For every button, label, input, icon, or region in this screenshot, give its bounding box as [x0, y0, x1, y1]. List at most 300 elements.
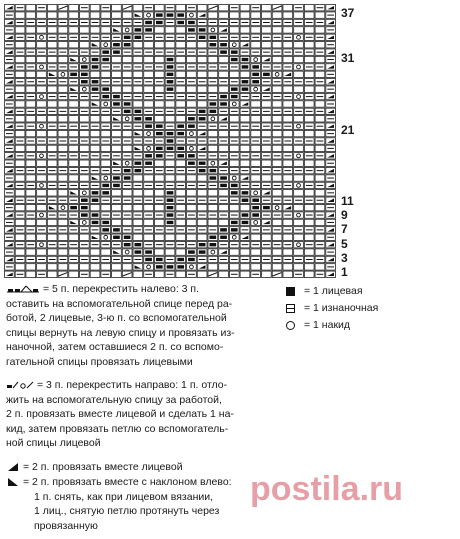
legend-item — [282, 317, 378, 334]
chart-cell — [315, 42, 325, 48]
chart-cell — [112, 204, 122, 210]
chart-cell — [283, 249, 293, 255]
chart-cell — [304, 271, 314, 277]
legend-line: жить на вспомогательную спицу за работой, — [6, 393, 222, 406]
chart-cell — [219, 264, 229, 270]
chart-cell — [326, 93, 336, 99]
chart-cell — [272, 190, 282, 196]
knit-mark — [124, 102, 131, 105]
chart-cell — [37, 42, 47, 48]
knit-mark — [135, 117, 142, 120]
chart-cell — [90, 71, 100, 77]
knit-mark — [263, 73, 270, 76]
chart-cell — [272, 56, 282, 62]
chart-cell — [144, 175, 154, 181]
legend-basic — [282, 283, 378, 334]
chart-cell — [240, 71, 250, 77]
chart-cell — [101, 264, 111, 270]
knit-mark — [156, 147, 163, 150]
chart-cell — [47, 5, 57, 11]
chart-cell — [283, 271, 293, 277]
chart-cell — [187, 71, 197, 77]
legend-line: 2 п. провязать вместе лицевой и сделать 1 на- — [6, 408, 234, 420]
knit-mark — [177, 265, 184, 268]
chart-cell — [165, 160, 175, 166]
chart-cell — [176, 204, 186, 210]
knit-mark — [199, 36, 206, 39]
knit-mark — [209, 176, 216, 179]
chart-cell — [326, 49, 336, 55]
chart-cell — [133, 271, 143, 277]
chart-cell — [69, 12, 79, 18]
chart-cell — [240, 12, 250, 18]
knit-mark — [188, 124, 195, 127]
chart-cell — [112, 27, 122, 33]
chart-cell — [133, 145, 143, 151]
chart-cell — [176, 175, 186, 181]
chart-cell — [251, 175, 261, 181]
chart-cell — [69, 145, 79, 151]
chart-cell — [304, 42, 314, 48]
legend-line: наночной, затем оставшиеся 2 п. со вспомо- — [6, 341, 224, 353]
knit-mark — [242, 221, 249, 224]
chart-cell — [272, 264, 282, 270]
knit-mark — [167, 87, 174, 90]
chart-cell — [133, 56, 143, 62]
knit-mark — [188, 154, 195, 157]
chart-cell — [197, 219, 207, 225]
row-number: 21 — [341, 123, 355, 137]
chart-cell — [304, 71, 314, 77]
chart-cell — [58, 27, 68, 33]
knit-mark — [231, 87, 238, 90]
knit-mark — [113, 176, 120, 179]
knit-mark — [92, 213, 99, 216]
knit-mark — [252, 73, 259, 76]
knit-mark — [220, 176, 227, 179]
chart-cell — [294, 42, 304, 48]
chart-cell — [15, 56, 25, 62]
chart-cell — [326, 153, 336, 159]
chart-cell — [154, 101, 164, 107]
chart-cell — [304, 27, 314, 33]
chart-cell — [26, 42, 36, 48]
chart-cell — [47, 160, 57, 166]
chart-cell — [304, 190, 314, 196]
chart-cell — [272, 160, 282, 166]
knit-mark — [231, 221, 238, 224]
knit-mark — [167, 73, 174, 76]
knit-mark — [113, 184, 120, 187]
chart-cell — [326, 123, 336, 129]
chart-cell — [283, 130, 293, 136]
chart-cell — [283, 234, 293, 240]
chart-cell — [326, 182, 336, 188]
chart-cell — [37, 264, 47, 270]
chart-cell — [154, 160, 164, 166]
chart-cell — [47, 27, 57, 33]
chart-cell — [144, 101, 154, 107]
cross-right-3-icon — [6, 380, 34, 390]
chart-cell — [262, 42, 272, 48]
legend-ssk — [6, 475, 276, 533]
chart-cell — [154, 190, 164, 196]
knit-mark — [81, 206, 88, 209]
chart-cell — [294, 204, 304, 210]
chart-cell — [154, 42, 164, 48]
chart-cell — [133, 101, 143, 107]
chart-cell — [26, 219, 36, 225]
chart-cell — [272, 234, 282, 240]
chart-cell — [197, 56, 207, 62]
chart-cell — [165, 27, 175, 33]
chart-cell — [251, 116, 261, 122]
knit-mark — [102, 221, 109, 224]
knit-mark — [209, 110, 216, 113]
knit-mark — [242, 87, 249, 90]
chart-cell — [315, 145, 325, 151]
chart-cell — [304, 101, 314, 107]
chart-cell — [37, 175, 47, 181]
knit-mark — [81, 73, 88, 76]
knit-mark — [188, 250, 195, 253]
chart-cell — [26, 145, 36, 151]
chart-cell — [47, 56, 57, 62]
knit-mark — [263, 206, 270, 209]
chart-cell — [315, 234, 325, 240]
chart-cell — [326, 197, 336, 203]
knit-mark — [113, 95, 120, 98]
legend-line: спицы вернуть на левую спицу и провязать из- — [6, 326, 235, 339]
chart-cell — [187, 234, 197, 240]
chart-cell — [101, 130, 111, 136]
chart-cell — [90, 116, 100, 122]
chart-cell — [122, 130, 132, 136]
chart-cell — [144, 86, 154, 92]
chart-cell — [251, 42, 261, 48]
knit-mark — [113, 43, 120, 46]
chart-cell — [15, 219, 25, 225]
chart-cell — [187, 204, 197, 210]
knit-mark — [113, 102, 120, 105]
chart-cell — [47, 190, 57, 196]
chart-cell — [101, 27, 111, 33]
chart-cell — [283, 12, 293, 18]
chart-cell — [101, 116, 111, 122]
chart-cell — [229, 116, 239, 122]
knit-mark — [167, 80, 174, 83]
chart-cell — [15, 175, 25, 181]
knit-mark — [70, 73, 77, 76]
knit-mark — [209, 43, 216, 46]
chart-cell — [37, 116, 47, 122]
chart-cell — [283, 101, 293, 107]
knit-mark — [113, 236, 120, 239]
chart-cell — [262, 249, 272, 255]
knit-mark — [92, 191, 99, 194]
chart-cell — [219, 160, 229, 166]
chart-cell — [315, 12, 325, 18]
chart-cell — [251, 130, 261, 136]
chart-cell — [26, 56, 36, 62]
chart-cell — [208, 219, 218, 225]
chart-cell — [208, 86, 218, 92]
chart-cell — [37, 27, 47, 33]
chart-cell — [240, 42, 250, 48]
chart-cell — [133, 12, 143, 18]
chart-cell — [262, 264, 272, 270]
knit-mark — [231, 95, 238, 98]
chart-cell — [272, 145, 282, 151]
chart-cell — [15, 101, 25, 107]
knit-mark — [102, 50, 109, 53]
chart-cell — [15, 234, 25, 240]
chart-cell — [58, 116, 68, 122]
chart-cell — [112, 130, 122, 136]
knit-mark — [92, 87, 99, 90]
chart-cell — [219, 145, 229, 151]
knit-mark — [145, 28, 152, 31]
knit-mark — [156, 132, 163, 135]
chart-cell — [197, 86, 207, 92]
chart-cell — [326, 64, 336, 70]
chart-cell — [197, 271, 207, 277]
chart-cell — [294, 175, 304, 181]
row-number: 11 — [341, 194, 354, 208]
chart-cell — [304, 5, 314, 11]
chart-cell — [219, 56, 229, 62]
chart-cell — [262, 5, 272, 11]
chart-cell — [294, 71, 304, 77]
chart-cell — [122, 264, 132, 270]
chart-cell — [240, 145, 250, 151]
chart-cell — [272, 175, 282, 181]
chart-cell — [37, 86, 47, 92]
chart-cell — [47, 42, 57, 48]
knit-mark — [167, 199, 174, 202]
chart-cell — [37, 249, 47, 255]
chart-cell — [208, 204, 218, 210]
chart-cell — [90, 145, 100, 151]
chart-cell — [69, 86, 79, 92]
chart-cell — [304, 145, 314, 151]
chart-cell — [90, 27, 100, 33]
chart-cell — [58, 190, 68, 196]
chart-cell — [304, 264, 314, 270]
knit-mark — [167, 65, 174, 68]
knit-mark — [199, 110, 206, 113]
chart-cell — [197, 204, 207, 210]
chart-cell — [304, 234, 314, 240]
knit-mark — [113, 50, 120, 53]
chart-cell — [90, 5, 100, 11]
chart-cell — [283, 175, 293, 181]
chart-cell — [37, 219, 47, 225]
chart-cell — [101, 204, 111, 210]
chart-cell — [26, 160, 36, 166]
knit-mark — [220, 184, 227, 187]
chart-cell — [187, 190, 197, 196]
chart-cell — [229, 160, 239, 166]
chart-cell — [15, 145, 25, 151]
row-number: 5 — [341, 237, 348, 251]
chart-cell — [294, 264, 304, 270]
chart-cell — [240, 271, 250, 277]
knit-mark — [81, 213, 88, 216]
chart-cell — [90, 12, 100, 18]
chart-cell — [219, 71, 229, 77]
chart-cell — [37, 101, 47, 107]
knit-mark — [167, 221, 174, 224]
chart-cell — [283, 190, 293, 196]
legend-label: = 5 п. перекрестить налево: 3 п. — [43, 283, 200, 295]
chart-cell — [26, 86, 36, 92]
chart-cell — [15, 160, 25, 166]
chart-cell — [262, 86, 272, 92]
chart-cell — [262, 130, 272, 136]
chart-cell — [112, 56, 122, 62]
chart-cell — [122, 12, 132, 18]
chart-cell — [112, 271, 122, 277]
chart-cell — [229, 71, 239, 77]
chart-cell — [133, 42, 143, 48]
chart-cell — [294, 27, 304, 33]
chart-cell — [219, 12, 229, 18]
chart-cell — [272, 86, 282, 92]
ssk-icon — [6, 477, 20, 487]
chart-cell — [154, 271, 164, 277]
knit-mark — [252, 80, 259, 83]
yarn-over-icon — [286, 321, 295, 330]
chart-cell — [176, 101, 186, 107]
chart-cell — [197, 175, 207, 181]
chart-cell — [304, 175, 314, 181]
chart-cell — [251, 264, 261, 270]
chart-cell — [112, 71, 122, 77]
chart-cell — [47, 271, 57, 277]
chart-cell — [154, 249, 164, 255]
chart-cell — [176, 249, 186, 255]
chart-cell — [58, 86, 68, 92]
knit-mark — [252, 199, 259, 202]
chart-cell — [326, 5, 336, 11]
chart-cell — [79, 145, 89, 151]
chart-cell — [69, 271, 79, 277]
knit-mark — [81, 199, 88, 202]
chart-cell — [187, 86, 197, 92]
chart-cell — [294, 12, 304, 18]
chart-cell — [229, 204, 239, 210]
chart-cell — [79, 12, 89, 18]
chart-cell — [90, 130, 100, 136]
knit-mark — [220, 236, 227, 239]
chart-cell — [187, 219, 197, 225]
chart-cell — [58, 145, 68, 151]
chart-cell — [187, 42, 197, 48]
chart-cell — [315, 175, 325, 181]
knit-mark — [156, 21, 163, 24]
row-number: 7 — [341, 222, 348, 236]
chart-cell — [283, 27, 293, 33]
knit-mark — [231, 191, 238, 194]
knit-mark — [242, 80, 249, 83]
knit-mark — [102, 87, 109, 90]
chart-cell — [176, 56, 186, 62]
chart-cell — [133, 175, 143, 181]
chart-cell — [144, 234, 154, 240]
knit-mark — [135, 36, 142, 39]
legend-line: 1 п. снять, как при лицевом вязании, — [34, 490, 214, 503]
chart-cell — [251, 160, 261, 166]
knit-mark — [188, 258, 195, 261]
knit-mark — [252, 206, 259, 209]
chart-cell — [229, 249, 239, 255]
chart-cell — [315, 71, 325, 77]
knit-mark — [209, 243, 216, 246]
chart-cell — [315, 160, 325, 166]
chart-cell — [112, 86, 122, 92]
knit-mark — [124, 110, 131, 113]
chart-cell — [165, 42, 175, 48]
chart-cell — [112, 116, 122, 122]
knit-mark — [145, 162, 152, 165]
knit-mark — [113, 228, 120, 231]
chart-cell — [304, 12, 314, 18]
chart-cell — [15, 130, 25, 136]
chart-cell — [219, 249, 229, 255]
knitting-chart — [4, 4, 336, 278]
chart-cell — [154, 27, 164, 33]
chart-cell — [47, 249, 57, 255]
chart-cell — [176, 86, 186, 92]
knit-mark — [135, 250, 142, 253]
chart-cell — [26, 264, 36, 270]
chart-cell — [69, 175, 79, 181]
chart-cell — [315, 264, 325, 270]
knit-mark — [102, 191, 109, 194]
chart-cell — [262, 101, 272, 107]
chart-cell — [58, 56, 68, 62]
chart-cell — [272, 116, 282, 122]
chart-cell — [79, 130, 89, 136]
chart-cell — [15, 27, 25, 33]
chart-cell — [197, 5, 207, 11]
chart-cell — [219, 86, 229, 92]
chart-cell — [187, 175, 197, 181]
legend-label: = 2 п. провязать вместе лицевой — [23, 461, 183, 473]
chart-cell — [262, 160, 272, 166]
chart-cell — [262, 12, 272, 18]
chart-cell — [229, 130, 239, 136]
chart-cell — [176, 234, 186, 240]
chart-cell — [240, 160, 250, 166]
chart-cell — [197, 190, 207, 196]
chart-cell — [15, 190, 25, 196]
chart-cell — [283, 86, 293, 92]
chart-cell — [208, 145, 218, 151]
chart-cell — [47, 264, 57, 270]
chart-cell — [315, 86, 325, 92]
legend-line: ботой, 2 лицевые, 3-ю п. со вспомогательной — [6, 312, 227, 324]
chart-cell — [133, 234, 143, 240]
chart-cell — [47, 12, 57, 18]
chart-cell — [47, 204, 57, 210]
chart-cell — [272, 219, 282, 225]
legend-line: гательной спицы провязать лицевыми — [6, 355, 193, 368]
chart-cell — [219, 271, 229, 277]
chart-cell — [47, 86, 57, 92]
knit-mark — [242, 58, 249, 61]
